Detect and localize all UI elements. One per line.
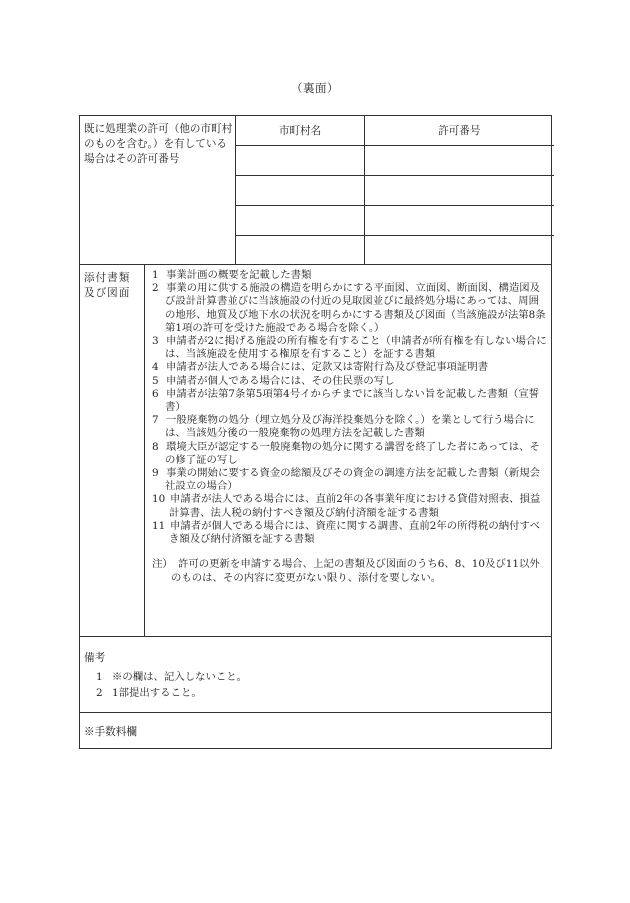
permit-number-cell[interactable] (365, 235, 554, 265)
municipality-column-header: 市町村名 (236, 116, 365, 145)
permit-number-cell[interactable] (365, 175, 554, 205)
permit-table-row (236, 145, 554, 175)
item-number: 2 (96, 687, 103, 699)
remarks-section (80, 637, 551, 713)
page-title: （裏面） (291, 81, 339, 95)
item-text: 事業の開始に要する資金の総額及びその資金の調達方法を記載した書類（新規会社設立の場合） (165, 467, 541, 493)
item-number: 6 (152, 387, 159, 400)
item-text: 一般廃棄物の処分（埋立処分及び海洋投棄処分を除く。）を業として行う場合には、当該処分後の一般廃棄物の処理方法を記載した書類 (165, 414, 535, 440)
fee-label: ※手数料欄 (84, 726, 137, 738)
list-item (149, 388, 549, 414)
fee-section (80, 713, 551, 750)
item-number: 11 (152, 519, 166, 532)
form-frame (79, 115, 552, 749)
permit-table-row (236, 235, 554, 265)
existing-permit-section (80, 116, 551, 265)
list-item (149, 520, 549, 546)
item-text: 事業計画の概要を記載した書類 (166, 269, 312, 281)
list-item (149, 441, 549, 467)
item-number: 3 (152, 335, 159, 348)
list-item (149, 282, 549, 335)
municipality-cell[interactable] (236, 145, 365, 175)
item-number: 5 (152, 374, 159, 387)
item-number: 10 (152, 493, 166, 506)
list-item (149, 493, 549, 519)
permit-number-column-header: 許可番号 (365, 116, 554, 145)
list-item (149, 361, 549, 374)
item-number: 7 (152, 414, 159, 427)
list-item (149, 467, 549, 493)
item-number: 4 (152, 361, 159, 374)
municipality-cell[interactable] (236, 235, 365, 265)
municipality-cell[interactable] (236, 205, 365, 235)
attachments-label: 添付書類及び図面 (84, 272, 131, 299)
permit-number-cell[interactable] (365, 145, 554, 175)
list-item (149, 375, 549, 388)
item-number: 8 (152, 440, 159, 453)
remarks-title: 備考 (84, 652, 106, 664)
list-item (96, 684, 202, 699)
item-text: 申請者が個人である場合には、資産に関する調書、直前2年の所得税の納付すべき額及び納付済額を証する書類 (169, 519, 541, 546)
permit-table-row (236, 175, 554, 205)
item-text: 申請者が法人である場合には、定款又は寄附行為及び登記事項証明書 (166, 361, 489, 374)
municipality-cell[interactable] (236, 175, 365, 205)
list-item (149, 414, 549, 440)
item-text: 申請者が法第7条第5項第4号イからチまでに該当しない旨を記載した書類（宣誓書） (165, 387, 540, 414)
attachments-list (144, 265, 553, 637)
item-number: 9 (152, 467, 159, 480)
item-text: 環境大臣が認定する一般廃棄物の処分に関する講習を終了した者にあっては、その修了証の写し (165, 440, 540, 466)
item-text: 事業の用に供する施設の構造を明らかにする平面図、立面図、断面図、構造図及び設計計算書並びに当該施設の付近の見取図並びに最終処分場にあっては、周囲の地形、地質及び地下水の状況を明らかにする書類及び図面（当該施設が法第8条第1項の許可を受けた施設である場合を除く。） (165, 282, 546, 334)
existing-permit-label: 既に処理業の許可（他の市町村のものを含む。）を有している場合はその許可番号 (84, 123, 233, 165)
permit-table-header (236, 116, 554, 145)
item-number: 2 (152, 282, 159, 295)
list-item (149, 269, 549, 282)
permit-number-cell[interactable] (365, 205, 554, 235)
attachments-note: 注） 許可の更新を申請する場合、上記の書類及び図面のうち6、8、10及び11以外のものは、その内容に変更がない限り、添付を要しない。 (152, 558, 540, 585)
list-item (149, 335, 549, 361)
item-text: 申請者が個人である場合には、その住民票の写し (166, 374, 395, 387)
list-item (96, 668, 247, 683)
item-text: 1部提出すること。 (112, 687, 202, 699)
item-number: 1 (96, 671, 103, 683)
item-text: 申請者が2に掲げる施設の所有権を有すること（申請者が所有権を有しない場合には、当該施設を使用する権原を有すること）を証する書類 (165, 335, 547, 361)
permit-table-row (236, 205, 554, 235)
item-text: ※の欄は、記入しないこと。 (112, 671, 248, 683)
item-number: 1 (152, 269, 159, 281)
item-text: 申請者が法人である場合には、直前2年の各事業年度における貸借対照表、損益計算書、法人税の納付すべき額及び納付済額を証する書類 (169, 493, 541, 519)
existing-permit-table (235, 116, 554, 265)
attachments-section (80, 265, 551, 637)
